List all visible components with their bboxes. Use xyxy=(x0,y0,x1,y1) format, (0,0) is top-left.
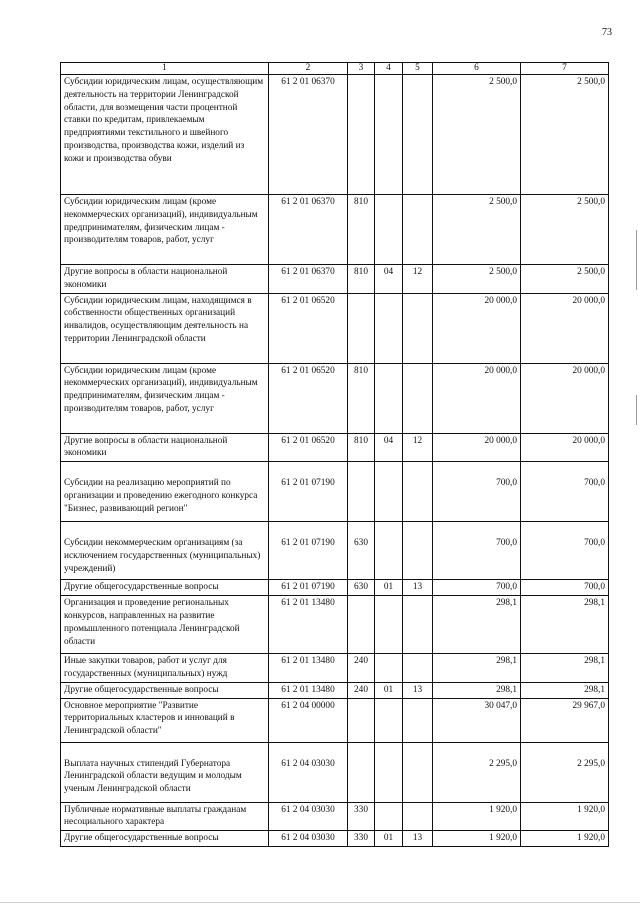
row-col3-cell: 330 xyxy=(348,802,375,831)
row-amount-col6-cell: 30 047,0 xyxy=(433,698,521,742)
row-col4-cell: 04 xyxy=(375,265,403,294)
scan-edge-mark xyxy=(636,230,637,290)
row-amount-col6-cell: 298,1 xyxy=(433,682,521,698)
row-name-cell: Субсидии некоммерческим организациям (за исключением государственных (муниципальных) учреждений) xyxy=(61,522,269,580)
row-name-cell: Основное мероприятие "Развитие территориальных кластеров и инноваций в Ленинградской области" xyxy=(61,698,269,742)
row-col3-cell: 630 xyxy=(348,580,375,596)
column-header: 6 xyxy=(433,63,521,75)
column-header: 3 xyxy=(348,63,375,75)
row-col3-cell xyxy=(348,293,375,363)
row-col5-cell: 13 xyxy=(403,682,433,698)
row-col5-cell: 12 xyxy=(403,433,433,462)
row-col5-cell xyxy=(403,195,433,265)
table-row xyxy=(61,75,609,195)
row-name-cell: Выплата научных стипендий Губернатора Ленинградской области ведущим и молодым ученым Ленинградской области xyxy=(61,742,269,802)
row-code-cell: 61 2 04 03030 xyxy=(269,831,348,847)
row-col4-cell xyxy=(375,654,403,683)
table-row xyxy=(61,462,609,522)
row-col4-cell xyxy=(375,462,403,522)
row-col5-cell xyxy=(403,462,433,522)
row-col5-cell xyxy=(403,596,433,654)
row-name-cell: Другие вопросы в области национальной экономики xyxy=(61,265,269,294)
column-header: 5 xyxy=(403,63,433,75)
row-col3-cell: 810 xyxy=(348,265,375,294)
row-col3-cell: 240 xyxy=(348,682,375,698)
table-row xyxy=(61,682,609,698)
row-amount-col6-cell: 2 295,0 xyxy=(433,742,521,802)
row-col3-cell xyxy=(348,462,375,522)
row-amount-col7-cell: 2 500,0 xyxy=(521,265,609,294)
table-row xyxy=(61,580,609,596)
row-code-cell: 61 2 01 06370 xyxy=(269,265,348,294)
row-amount-col7-cell: 700,0 xyxy=(521,462,609,522)
row-amount-col6-cell: 2 500,0 xyxy=(433,75,521,195)
row-col5-cell xyxy=(403,363,433,433)
row-name-cell: Субсидии юридическим лицам (кроме некоммерческих организаций), индивидуальным предпринимателям, физическим лицам - производителям товаров, работ, услуг xyxy=(61,363,269,433)
row-code-cell: 61 2 04 03030 xyxy=(269,802,348,831)
row-col3-cell xyxy=(348,596,375,654)
row-code-cell: 61 2 04 03030 xyxy=(269,742,348,802)
table-row xyxy=(61,433,609,462)
row-amount-col6-cell: 20 000,0 xyxy=(433,363,521,433)
row-amount-col7-cell: 29 967,0 xyxy=(521,698,609,742)
row-code-cell: 61 2 01 07190 xyxy=(269,462,348,522)
row-col5-cell: 13 xyxy=(403,831,433,847)
row-col4-cell: 04 xyxy=(375,433,403,462)
scan-bottom-line xyxy=(0,902,640,903)
row-col3-cell: 810 xyxy=(348,433,375,462)
row-code-cell: 61 2 01 06370 xyxy=(269,195,348,265)
row-col5-cell: 13 xyxy=(403,580,433,596)
row-col3-cell xyxy=(348,742,375,802)
row-col4-cell xyxy=(375,363,403,433)
row-code-cell: 61 2 01 06520 xyxy=(269,363,348,433)
row-amount-col6-cell: 1 920,0 xyxy=(433,802,521,831)
column-header: 4 xyxy=(375,63,403,75)
row-col5-cell xyxy=(403,802,433,831)
row-col5-cell xyxy=(403,75,433,195)
row-col5-cell xyxy=(403,293,433,363)
row-code-cell: 61 2 01 13480 xyxy=(269,654,348,683)
row-amount-col7-cell: 2 500,0 xyxy=(521,75,609,195)
row-code-cell: 61 2 01 07190 xyxy=(269,580,348,596)
row-name-cell: Иные закупки товаров, работ и услуг для государственных (муниципальных) нужд xyxy=(61,654,269,683)
row-name-cell: Субсидии юридическим лицам, находящимся в собственности общественных организаций инвалидов, осуществляющим деятельность на территории Ленинградской области xyxy=(61,293,269,363)
row-code-cell: 61 2 01 06370 xyxy=(269,75,348,195)
row-col4-cell: 01 xyxy=(375,682,403,698)
row-amount-col6-cell: 20 000,0 xyxy=(433,433,521,462)
row-col3-cell: 810 xyxy=(348,363,375,433)
table-row xyxy=(61,654,609,683)
row-col4-cell xyxy=(375,522,403,580)
row-amount-col6-cell: 700,0 xyxy=(433,580,521,596)
table-row xyxy=(61,522,609,580)
row-code-cell: 61 2 01 07190 xyxy=(269,522,348,580)
row-col3-cell: 330 xyxy=(348,831,375,847)
scan-edge-mark xyxy=(636,395,637,425)
row-code-cell: 61 2 01 06520 xyxy=(269,433,348,462)
row-col5-cell xyxy=(403,654,433,683)
row-amount-col6-cell: 20 000,0 xyxy=(433,293,521,363)
row-amount-col7-cell: 298,1 xyxy=(521,654,609,683)
row-col4-cell xyxy=(375,802,403,831)
row-amount-col7-cell: 298,1 xyxy=(521,682,609,698)
column-header: 2 xyxy=(269,63,348,75)
table-row xyxy=(61,742,609,802)
row-col4-cell xyxy=(375,698,403,742)
row-amount-col7-cell: 1 920,0 xyxy=(521,831,609,847)
table-row xyxy=(61,698,609,742)
row-code-cell: 61 2 01 13480 xyxy=(269,596,348,654)
row-amount-col7-cell: 20 000,0 xyxy=(521,363,609,433)
table-row xyxy=(61,195,609,265)
row-name-cell: Организация и проведение региональных конкурсов, направленных на развитие промышленного потенциала Ленинградской области xyxy=(61,596,269,654)
row-amount-col7-cell: 2 295,0 xyxy=(521,742,609,802)
row-name-cell: Субсидии на реализацию мероприятий по организации и проведению ежегодного конкурса "Бизнес, развивающий регион" xyxy=(61,462,269,522)
row-col3-cell: 630 xyxy=(348,522,375,580)
row-col4-cell xyxy=(375,742,403,802)
row-name-cell: Другие вопросы в области национальной экономики xyxy=(61,433,269,462)
row-col4-cell xyxy=(375,195,403,265)
row-amount-col6-cell: 298,1 xyxy=(433,596,521,654)
row-col5-cell xyxy=(403,698,433,742)
table-row xyxy=(61,802,609,831)
row-amount-col7-cell: 1 920,0 xyxy=(521,802,609,831)
row-amount-col7-cell: 298,1 xyxy=(521,596,609,654)
table-row xyxy=(61,596,609,654)
row-name-cell: Публичные нормативные выплаты гражданам несоциального характера xyxy=(61,802,269,831)
row-amount-col6-cell: 2 500,0 xyxy=(433,265,521,294)
row-amount-col6-cell: 1 920,0 xyxy=(433,831,521,847)
table-row xyxy=(61,293,609,363)
row-name-cell: Субсидии юридическим лицам (кроме некоммерческих организаций), индивидуальным предпринимателям, физическим лицам - производителям товаров, работ, услуг xyxy=(61,195,269,265)
row-col3-cell: 810 xyxy=(348,195,375,265)
column-header: 1 xyxy=(61,63,269,75)
row-col3-cell xyxy=(348,75,375,195)
row-code-cell: 61 2 01 06520 xyxy=(269,293,348,363)
row-amount-col6-cell: 700,0 xyxy=(433,522,521,580)
row-name-cell: Другие общегосударственные вопросы xyxy=(61,580,269,596)
row-col4-cell xyxy=(375,293,403,363)
row-amount-col7-cell: 700,0 xyxy=(521,580,609,596)
table-row xyxy=(61,363,609,433)
column-header: 7 xyxy=(521,63,609,75)
row-col4-cell xyxy=(375,75,403,195)
table-row xyxy=(61,265,609,294)
row-col3-cell: 240 xyxy=(348,654,375,683)
row-amount-col7-cell: 20 000,0 xyxy=(521,293,609,363)
row-amount-col6-cell: 2 500,0 xyxy=(433,195,521,265)
table-row xyxy=(61,831,609,847)
row-amount-col7-cell: 20 000,0 xyxy=(521,433,609,462)
row-name-cell: Другие общегосударственные вопросы xyxy=(61,831,269,847)
row-amount-col6-cell: 700,0 xyxy=(433,462,521,522)
row-amount-col6-cell: 298,1 xyxy=(433,654,521,683)
row-col3-cell xyxy=(348,698,375,742)
budget-table xyxy=(60,62,609,847)
row-col5-cell: 12 xyxy=(403,265,433,294)
row-name-cell: Субсидии юридическим лицам, осуществляющим деятельность на территории Ленинградской области, для возмещения части процентной ставки по кредитам, привлекаемым предприятиями текстильного и швейного производства, производства кожи, изделий из кожи и производства обуви xyxy=(61,75,269,195)
row-amount-col7-cell: 2 500,0 xyxy=(521,195,609,265)
row-name-cell: Другие общегосударственные вопросы xyxy=(61,682,269,698)
page-number: 73 xyxy=(602,27,612,38)
row-col5-cell xyxy=(403,522,433,580)
row-code-cell: 61 2 04 00000 xyxy=(269,698,348,742)
row-col5-cell xyxy=(403,742,433,802)
row-col4-cell: 01 xyxy=(375,580,403,596)
row-col4-cell xyxy=(375,596,403,654)
table-header-row xyxy=(61,63,609,75)
row-amount-col7-cell: 700,0 xyxy=(521,522,609,580)
row-code-cell: 61 2 01 13480 xyxy=(269,682,348,698)
row-col4-cell: 01 xyxy=(375,831,403,847)
